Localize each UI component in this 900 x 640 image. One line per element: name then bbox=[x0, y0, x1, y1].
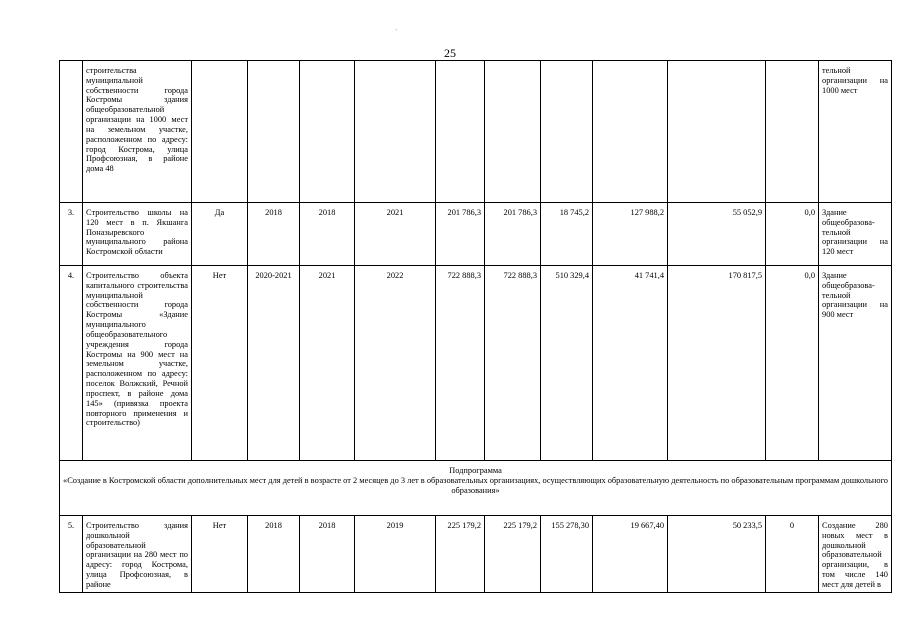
table-row bbox=[60, 516, 892, 593]
cell: 155 278,30 bbox=[541, 516, 593, 593]
cell: 225 179,2 bbox=[485, 516, 541, 593]
object-name: Строительство школы на 120 мест в п. Якшанга Поназыревского муниципального района Костромской области bbox=[83, 203, 192, 266]
subprogram-title: Подпрограмма bbox=[449, 466, 502, 475]
cell: 50 233,5 bbox=[668, 516, 766, 593]
cell: 2019 bbox=[355, 516, 436, 593]
cell: 0,0 bbox=[766, 203, 819, 266]
cell: 2020-2021 bbox=[248, 266, 300, 461]
cell bbox=[436, 61, 485, 203]
object-name: строительства муниципальной собственности города Костромы здания общеобразовательной организации на 1000 мест на земельном участке, расположенном по адресу: город Кострома, улица Профсоюзная, в районе дома 48 bbox=[83, 61, 192, 203]
table-row bbox=[60, 61, 892, 203]
cell bbox=[485, 61, 541, 203]
object-name: Строительство объекта капитального строительства муниципальной собственности города Костромы «Здание муниципального общеобразовательного учреждения города Костромы на 900 мест на земельном участке, расположенном по адресу: поселок Волжский, Речной проспект, в районе дома 145» (привязка проекта повторного применения и строительство) bbox=[83, 266, 192, 461]
cell: 225 179,2 bbox=[436, 516, 485, 593]
cell: 18 745,2 bbox=[541, 203, 593, 266]
cell: 722 888,3 bbox=[436, 266, 485, 461]
row-number: 3. bbox=[60, 203, 83, 266]
cell bbox=[668, 61, 766, 203]
table-row bbox=[60, 266, 892, 461]
cell: 19 667,40 bbox=[593, 516, 668, 593]
cell: 0 bbox=[766, 516, 819, 593]
cell: 2018 bbox=[300, 203, 355, 266]
cell bbox=[248, 61, 300, 203]
table-row bbox=[60, 203, 892, 266]
subprogram-cell bbox=[60, 461, 892, 516]
cell: 2021 bbox=[300, 266, 355, 461]
budget-table bbox=[59, 60, 892, 593]
row-number bbox=[60, 61, 83, 203]
cell: 2018 bbox=[300, 516, 355, 593]
page-number: 25 bbox=[444, 46, 456, 60]
subprogram-text: «Создание в Костромской области дополнительных мест для детей в возрасте от 2 месяцев до 3 лет в образовательных организациях, осуществляющих образовательную деятельность по образовательным программам дошкольного образования» bbox=[63, 475, 888, 495]
expected-result: Здание общеобразова-тельной организации на 900 мест bbox=[819, 266, 892, 461]
design-flag: Да bbox=[192, 203, 248, 266]
scan-speck: ` bbox=[395, 28, 398, 37]
cell: 2018 bbox=[248, 203, 300, 266]
cell bbox=[766, 61, 819, 203]
cell bbox=[593, 61, 668, 203]
cell: 201 786,3 bbox=[436, 203, 485, 266]
expected-result: Здание общеобразова-тельной организации на 120 мест bbox=[819, 203, 892, 266]
design-flag: Нет bbox=[192, 516, 248, 593]
expected-result: Создание 280 новых мест в дошкольной образовательной организации, в том числе 140 мест для детей в bbox=[819, 516, 892, 593]
cell: 722 888,3 bbox=[485, 266, 541, 461]
object-name: Строительство здания дошкольной образовательной организации на 280 мест по адресу: город Кострома, улица Профсоюзная, в районе bbox=[83, 516, 192, 593]
cell: 2022 bbox=[355, 266, 436, 461]
cell: 201 786,3 bbox=[485, 203, 541, 266]
cell: 2021 bbox=[355, 203, 436, 266]
design-flag bbox=[192, 61, 248, 203]
cell: 510 329,4 bbox=[541, 266, 593, 461]
cell: 170 817,5 bbox=[668, 266, 766, 461]
cell: 127 988,2 bbox=[593, 203, 668, 266]
row-number: 5. bbox=[60, 516, 83, 593]
cell bbox=[355, 61, 436, 203]
subprogram-row bbox=[60, 461, 892, 516]
cell: 2018 bbox=[248, 516, 300, 593]
cell: 55 052,9 bbox=[668, 203, 766, 266]
cell: 41 741,4 bbox=[593, 266, 668, 461]
cell bbox=[541, 61, 593, 203]
cell: 0,0 bbox=[766, 266, 819, 461]
cell bbox=[300, 61, 355, 203]
expected-result: тельной организации на 1000 мест bbox=[819, 61, 892, 203]
design-flag: Нет bbox=[192, 266, 248, 461]
row-number: 4. bbox=[60, 266, 83, 461]
